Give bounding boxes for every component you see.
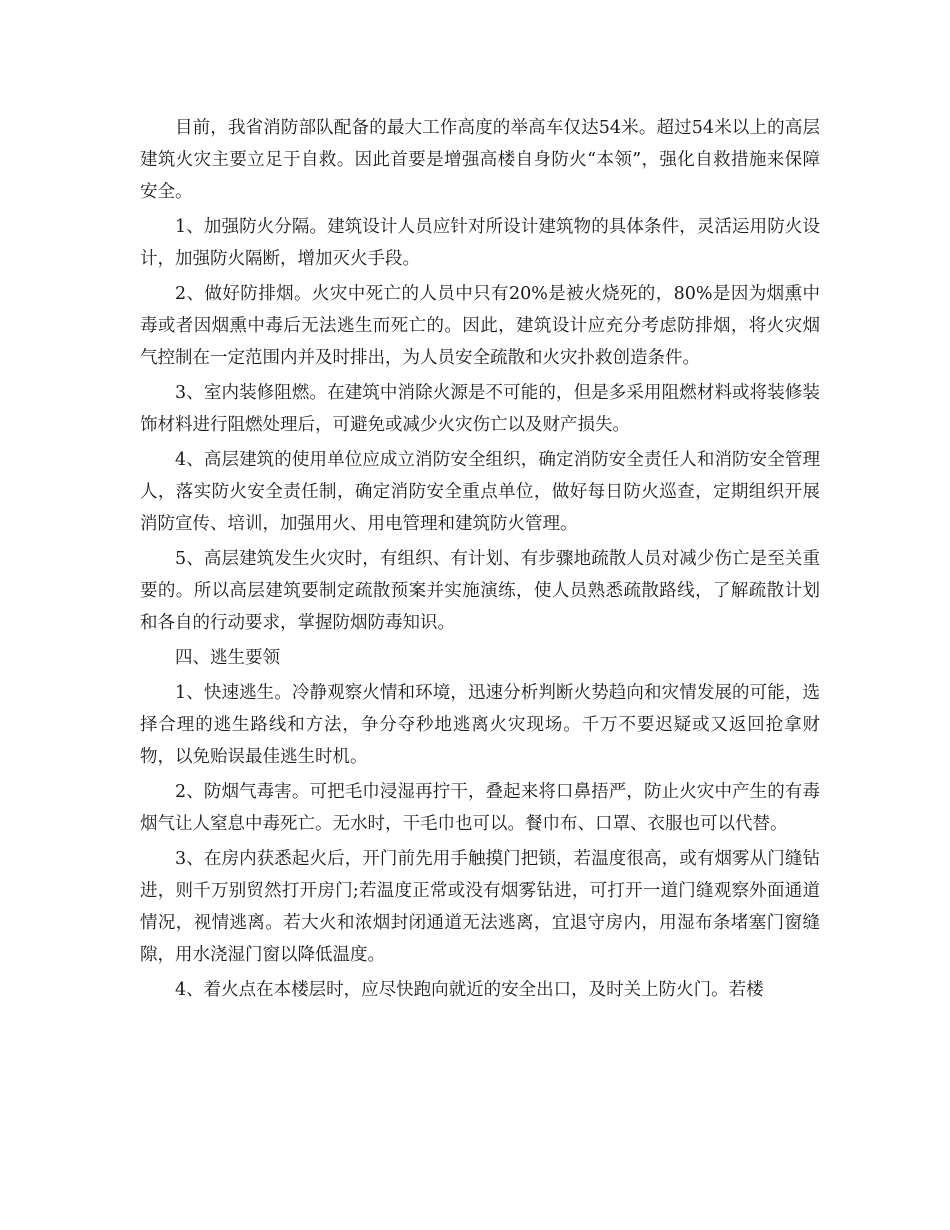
- paragraph-evacuation-plan: 5、高层建筑发生火灾时，有组织、有计划、有步骤地疏散人员对减少伤亡是至关重要的。所以高层建筑要制定疏散预案并实施演练，使人员熟悉疏散路线，了解疏散计划和各自的行动要求，掌握防烟防毒知识。: [140, 549, 820, 633]
- paragraph-fire-separation: 1、加强防火分隔。建筑设计人员应针对所设计建筑物的具体条件，灵活运用防火设计，加强防火隔断，增加灭火手段。: [140, 217, 820, 269]
- paragraph-same-floor-fire: 4、着火点在本楼层时，应尽快跑向就近的安全出口，及时关上防火门。若楼: [175, 980, 764, 1000]
- paragraph-fire-retardant-decoration: 3、室内装修阻燃。在建筑中消除火源是不可能的，但是多采用阻燃材料或将装修装饰材料进行阻燃处理后，可避免或减少火灾伤亡以及财产损失。: [140, 383, 820, 435]
- section-heading-escape-essentials: 四、逃生要领: [175, 648, 280, 668]
- paragraph-smoke-control: 2、做好防排烟。火灾中死亡的人员中只有20%是被火烧死的，80%是因为烟熏中毒或者因烟熏中毒后无法逃生而死亡的。因此，建筑设计应充分考虑防排烟，将火灾烟气控制在一定范围内并及时排出，为人员安全疏散和火灾扑救创造条件。: [140, 284, 820, 368]
- paragraph-quick-escape: 1、快速逃生。冷静观察火情和环境，迅速分析判断火势趋向和灾情发展的可能，选择合理的逃生路线和方法，争分夺秒地逃离火灾现场。千万不要迟疑或又返回抢拿财物，以免贻误最佳逃生时机。: [140, 683, 820, 767]
- paragraph-door-check: 3、在房内获悉起火后，开门前先用手触摸门把锁，若温度很高，或有烟雾从门缝钻进，则千万别贸然打开房门;若温度正常或没有烟雾钻进，可打开一道门缝观察外面通道情况，视情逃离。若大火和浓烟封闭通道无法逃离，宜退守房内，用湿布条堵塞门窗缝隙，用水浇湿门窗以降低温度。: [140, 849, 820, 965]
- paragraph-safety-organization: 4、高层建筑的使用单位应成立消防安全组织，确定消防安全责任人和消防安全管理人，落实防火安全责任制，确定消防安全重点单位，做好每日防火巡查，定期组织开展消防宣传、培训，加强用火、用电管理和建筑防火管理。: [140, 450, 820, 534]
- intro-paragraph: 目前，我省消防部队配备的最大工作高度的举高车仅达54米。超过54米以上的高层建筑火灾主要立足于自救。因此首要是增强高楼自身防火“本领”，强化自救措施来保障安全。: [140, 118, 820, 202]
- paragraph-smoke-protection: 2、防烟气毒害。可把毛巾浸湿再拧干，叠起来将口鼻捂严，防止火灾中产生的有毒烟气让人窒息中毒死亡。无水时，干毛巾也可以。餐巾布、口罩、衣服也可以代替。: [140, 782, 820, 834]
- document-body: [140, 112, 820, 1009]
